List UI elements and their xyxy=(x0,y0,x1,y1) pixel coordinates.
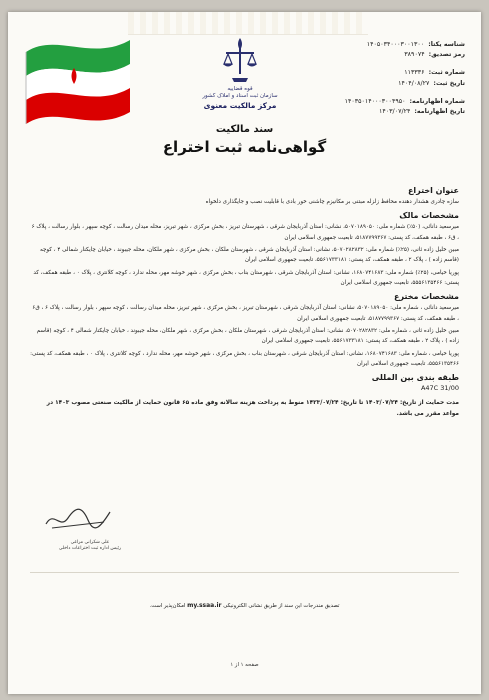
owner-entry: پوریا خیامی، (۲۵٪) شماره ملی: ۱۶۸۰۷۴۱۶۸۳، نشانی: استان آذربایجان شرقی ، شهرستان بناب ، بخش مرکزی ، شهر خوشه مهر، محله ندارد ، کوچه کلانتری ، پلاک ۰ ، طبقه همکف، کد پستی: ۵۵۵۶۱۳۵۴۶۶، تابعیت جمهوری اسلامی ایران xyxy=(33,269,459,287)
inventors-heading: مشخصات مخترع xyxy=(394,292,459,302)
verify-site-link[interactable]: my.ssaa.ir xyxy=(187,602,222,609)
meta-label: شماره اظهارنامه: xyxy=(409,97,465,105)
meta-value: ۱۴۰۵۰۳۴۰۰۰۳۰۰۱۳۰۰ xyxy=(366,41,425,48)
meta-label: رمز تصدیق: xyxy=(428,51,465,59)
invention-heading: عنوان اختراع xyxy=(407,186,459,195)
registration-meta xyxy=(295,40,465,117)
owner-entry: مبین خلیل زاده ثانی، (۲۵٪) شماره ملی: ۵۰۷۰۲۸۲۸۳۲، نشانی: استان آذربایجان شرقی ، شهرستان ملکان ، بخش مرکزی ، شهر ملکان، محله جیبوند ، خیابان چایکنار شمالی ۴ ، کوچه (قاسم زاده ) ، پلاک ۲ ، طبقه همکف، کد پستی: ۵۵۶۱۷۳۳۱۸۱، تابعیت جمهوری اسلامی ایران xyxy=(39,247,459,264)
judiciary-emblem xyxy=(194,34,286,111)
owners-heading: مشخصات مالک xyxy=(399,211,459,221)
scales-of-justice-icon xyxy=(220,34,260,86)
inventor-entry: میرسعید دانائی ، شماره ملی: ۵۰۷۰۱۸۹۰۵۰، نشانی: استان آذربایجان شرقی ، شهرستان تبریز ، بخش مرکزی ، شهر تبریز، محله میدان رسالت ، کوچه سپهر ، بلوار رسالت ، پلاک ۶ ، ق۶ ، طبقه همکف، کد پستی: ۵۱۸۷۷۹۹۳۶۷، تابعیت جمهوری اسلامی ایران xyxy=(32,305,459,322)
meta-label: تاریخ ثبت: xyxy=(433,79,465,87)
meta-unique-id xyxy=(295,40,465,50)
title-ownership-deed: سند مالکیت xyxy=(215,124,274,135)
org-line-judiciary: قوه قضاییه xyxy=(227,86,253,92)
meta-label: تاریخ اظهارنامه: xyxy=(414,107,465,115)
org-line-registry: سازمان ثبت اسناد و املاک کشور xyxy=(202,93,278,100)
protection-period: مدت حمایت از تاریخ: ۱۴۰۳/۰۷/۲۴ تا تاریخ: ۱۴۲۳/۰۷/۲۴ منوط به پرداخت هزینه سالانه وفق ماده ۶۵ قانون حمایت از مالکیت صنعتی مصوب ۱۴۰۳ در مواعد مقرر می باشد. xyxy=(46,400,459,417)
org-line-ip-center: مرکز مالکیت معنوی xyxy=(203,100,277,110)
meta-value: ۱۴۰۳۵۰۱۴۰۰۰۳۰۰۴۹۵۰ xyxy=(344,97,406,105)
footer-divider xyxy=(30,572,459,573)
meta-value: ۱۱۳۳۳۶ xyxy=(404,69,425,77)
verification-note xyxy=(8,602,481,609)
meta-value: ۱۴۰۴/۰۸/۲۷ xyxy=(398,79,430,87)
inventor-entry: پوریا خیامی ، شماره ملی: ۱۶۸۰۷۴۱۶۸۳، نشانی: استان آذربایجان شرقی ، شهرستان بناب ، بخش مرکزی ، شهر خوشه مهر، محله ندارد ، کوچه کلانتری ، پلاک ۰ ، طبقه همکف، کد پستی: ۵۵۵۶۱۳۵۴۶۶، تابعیت جمهوری اسلامی ایران xyxy=(30,350,459,368)
certificate-titles xyxy=(8,124,481,156)
classification-heading: طبقه بندی بین المللی xyxy=(371,373,459,383)
signer-name: علی شکرانی مراغی xyxy=(70,540,110,545)
meta-value: ۳۸۹۰۷۴ xyxy=(404,51,425,59)
title-patent-certificate: گواهی‌نامه ثبت اختراع xyxy=(162,138,327,156)
meta-verify-code xyxy=(295,50,465,60)
signature-icon xyxy=(42,500,114,536)
certificate-body xyxy=(30,182,459,419)
meta-registration-date xyxy=(295,79,465,89)
meta-value: ۱۴۰۳/۰۷/۲۴ xyxy=(379,107,411,115)
signature-block xyxy=(42,500,138,564)
classification-code: A47C 31/00 xyxy=(420,384,459,393)
verify-text-pre: تصدیق مندرجات این سند از طریق نشانی الکترونیکی xyxy=(223,603,340,609)
signer-title: رئیس اداره ثبت اختراعات داخلی xyxy=(58,546,122,552)
iran-flag-icon xyxy=(22,26,134,126)
meta-application-date xyxy=(295,107,465,117)
owner-entry: میرسعید دانائی، (۵۰٪) شماره ملی: ۵۰۷۰۱۸۹۰۵۰، نشانی: استان آذربایجان شرقی ، شهرستان تبریز ، بخش مرکزی ، شهر تبریز، محله میدان رسالت ، کوچه سپهر ، بلوار رسالت ، پلاک ۶ ، ق۶ ، طبقه همکف، کد پستی: ۵۱۸۷۷۹۹۳۶۷، تابعیت جمهوری اسلامی ایران xyxy=(31,224,459,241)
top-ornament xyxy=(128,12,368,35)
invention-title: سازه چادری هشدار دهنده محافظ زلزله مبتنی بر مکانیزم چاشنی خور بادی با قابلیت نصب و جایگذاری دلخواه xyxy=(205,199,459,205)
verify-text-post: امکان‌پذیر است. xyxy=(149,603,186,609)
inventor-entry: مبین خلیل زاده ثانی ، شماره ملی: ۵۰۷۰۲۸۲۸۳۲، نشانی: استان آذربایجان شرقی ، شهرستان ملکان ، بخش مرکزی ، شهر ملکان، محله جیبوند ، خیابان چایکنار شمالی ۴ ، کوچه (قاسم زاده ) ، پلاک ۲ ، طبقه همکف، کد پستی: ۵۵۶۱۷۳۳۱۸۱، تابعیت جمهوری اسلامی ایران xyxy=(36,328,459,345)
meta-registration-number xyxy=(295,68,465,78)
certificate-page xyxy=(8,12,481,694)
page-number: صفحه ۱ از ۱ xyxy=(230,662,259,668)
meta-label: شماره ثبت: xyxy=(428,69,465,77)
meta-application-number xyxy=(295,97,465,107)
meta-label: شناسه یکتا: xyxy=(428,41,465,48)
